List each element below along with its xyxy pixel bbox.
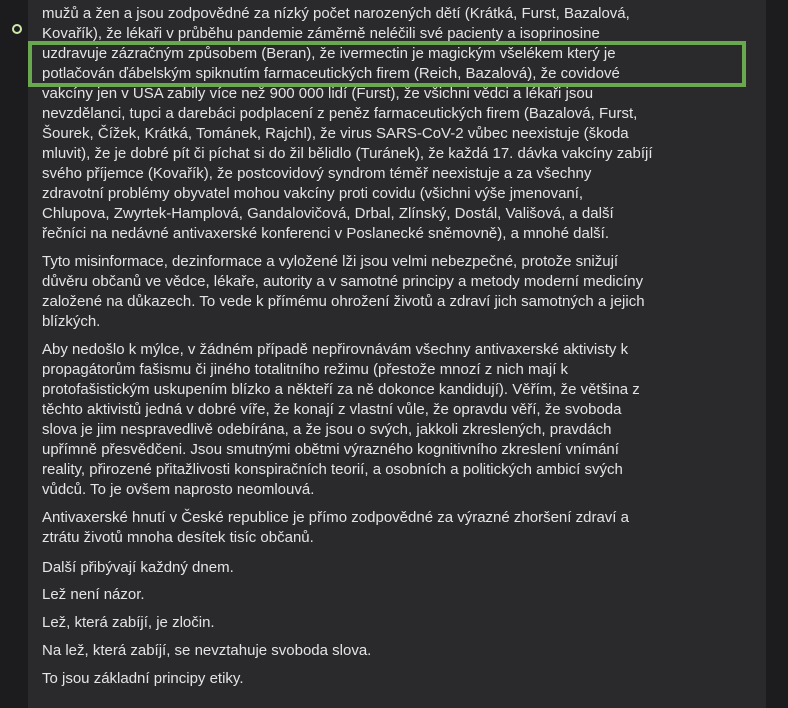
- text-line: vakcíny jen v USA zabily více než 900 000 lidí (Furst), že všichni vědci a lékaři jsou: [42, 85, 594, 102]
- text-line: slova je jim nespravedlivě odebírána, a že jsou o svých, jakkoli zkreslených, pravdách: [42, 421, 612, 438]
- text-line: Aby nedošlo k mýlce, v žádném případě nepřirovnávám všechny antivaxerské aktivisty k: [42, 341, 629, 358]
- paragraph-danger: [42, 252, 742, 332]
- paragraph-line: To jsou základní principy etiky.: [42, 670, 244, 687]
- post-card: [28, 0, 766, 708]
- text-line: reality, přirozené přitažlivosti konspiračních teorií, a osobních a politických ambicí svých: [42, 461, 623, 478]
- text-line: svého příjemce (Kovařík), že postcovidový syndrom téměř neexistuje a za všechny: [42, 165, 592, 182]
- text-line: upřímně přesvědčeni. Jsou smutnými obětmi výrazného kognitivního zkreslení vnímání: [42, 441, 619, 458]
- text-line: protofašistickým uskupením blízko a někteří za ně dokonce kandidují). Věřím, že většina z: [42, 381, 640, 398]
- text-line: založené na důkazech. To vede k přímému ohrožení životů a zdraví jich samotných a jejich: [42, 293, 645, 310]
- text-line: Chlupova, Zwyrtek-Hamplová, Gandalovičová, Drbal, Zlínský, Dostál, Vališová, a další: [42, 205, 614, 222]
- text-line: mluvit), že je dobré pít či píchat si do žil bělidlo (Turánek), že každá 17. dávka vakcíny zabíjí: [42, 145, 653, 162]
- text-line: důvěru občanů ve vědce, lékaře, autority a v samotné principy a metody moderní medicíny: [42, 273, 644, 290]
- text-line: Šourek, Čížek, Krátká, Tománek, Rajchl), že virus SARS-CoV-2 vůbec neexistuje (škoda: [42, 125, 629, 142]
- text-line: Antivaxerské hnutí v České republice je přímo zodpovědné za výrazné zhoršení zdraví a: [42, 509, 629, 526]
- paragraph-claims: [42, 4, 742, 244]
- paragraph-line: Další přibývají každný dnem.: [42, 559, 234, 576]
- text-line: Tyto misinformace, dezinformace a vyložené lži jsou velmi nebezpečné, protože snižují: [42, 253, 619, 270]
- paragraph-line: Lež, která zabíjí, je zločin.: [42, 614, 215, 631]
- paragraph-clarification: [42, 340, 742, 500]
- text-line: vůdců. To je ovšem naprosto neomlouvá.: [42, 481, 315, 498]
- text-line: řečníci na nedávné antivaxerské konferenci v Poslanecké sněmovně), a mnohé další.: [42, 225, 609, 242]
- text-line: zdravotní problémy obyvatel mohou vakcíny proti covidu (všichni výše jmenovaní,: [42, 185, 584, 202]
- text-line: propagátorům fašismu či jiného totalitního režimu (přestože mnozí z nich mají k: [42, 361, 569, 378]
- text-line: blízkých.: [42, 313, 101, 330]
- text-line: uzdravuje zázračným způsobem (Beran), že ivermectin je magickým všelékem který je: [42, 45, 616, 62]
- text-line: Kovařík), že lékaři v průběhu pandemie záměrně neléčili své pacienty a isoprinosine: [42, 25, 600, 42]
- text-line: nevzdělanci, tupci a darebáci podplacení z peněz farmaceutických firem (Bazalová, Furst,: [42, 105, 638, 122]
- text-line: mužů a žen a jsou zodpovědné za nízký počet narozených dětí (Krátká, Furst, Bazalová,: [42, 5, 630, 22]
- text-line: potlačován ďábelským spiknutím farmaceutických firem (Reich, Bazalová), že covidové: [42, 65, 620, 82]
- text-line: ztrátu životů mnoha desítek tisíc občanů.: [42, 529, 314, 546]
- scroll-indicator-dot: [12, 24, 22, 34]
- paragraph-line: Na lež, která zabíjí, se nevztahuje svoboda slova.: [42, 642, 372, 659]
- paragraph-line: Lež není názor.: [42, 586, 145, 603]
- paragraph-responsibility: [42, 508, 742, 548]
- text-line: těchto aktivistů jedná v dobré víře, že konají z vlastní vůle, že opravdu věří, že svoboda: [42, 401, 622, 418]
